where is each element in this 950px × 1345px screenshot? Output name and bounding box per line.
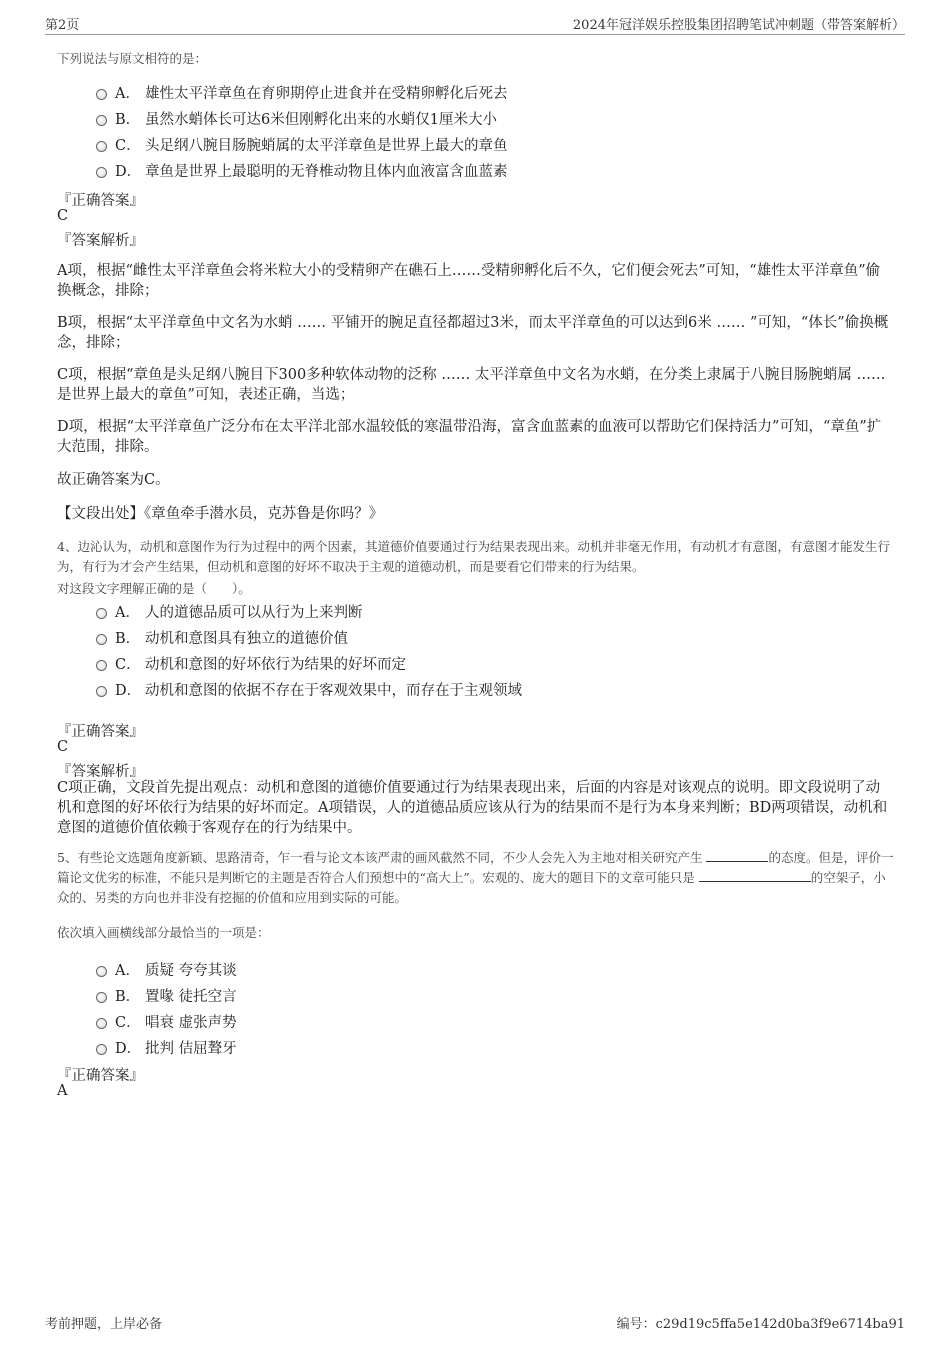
page-footer [45,1313,905,1331]
radio-icon[interactable] [96,634,107,645]
source-label: 【文段出处】 [57,506,144,522]
q5-option-b[interactable] [96,985,237,1006]
q4-prompt: 对这段文字理解正确的是（ ）。 [57,581,251,596]
source-title: 《章鱼牵手潜水员，克苏鲁是你吗？》 [144,506,384,522]
option-letter: A． [115,605,140,621]
q3-analysis-b: B项，根据“太平洋章鱼中文名为水蛸 …… 平铺开的腕足直径都超过3米，而太平洋章鱼的可以达到6米 …… ”可知，“体长”偷换概念，排除； [57,315,889,351]
document-code [617,1313,905,1332]
option-letter: D． [115,1041,142,1057]
option-text: 唱衰 虚张声势 [145,1015,237,1031]
option-text: 虽然水蛸体长可达6米但刚孵化出来的水蛸仅1厘米大小 [145,112,497,128]
option-letter: C． [115,138,141,154]
q5-answer-label: 『正确答案』 [57,1068,144,1084]
radio-icon[interactable] [96,167,107,178]
q3-analysis-a: A项，根据“雌性太平洋章鱼会将米粒大小的受精卵产在礁石上……受精卵孵化后不久，它们便会死去”可知，“雄性太平洋章鱼”偷换概念，排除； [57,263,881,299]
option-text: 置喙 徒托空言 [145,989,237,1005]
q5-option-c[interactable] [96,1011,237,1032]
option-text: 批判 佶屈聱牙 [145,1041,237,1057]
option-text: 质疑 夸夸其谈 [145,963,237,979]
radio-icon[interactable] [96,660,107,671]
q5-stem-part1: 5、有些论文选题角度新颖、思路清奇，乍一看与论文本该严肃的画风截然不同，不少人会先入为主地对相关研究产生 [57,850,703,865]
radio-icon[interactable] [96,992,107,1003]
q4-answer: C [57,739,69,755]
q3-option-b[interactable] [96,108,497,129]
option-letter: C． [115,1015,141,1031]
q3-option-a[interactable] [96,82,508,103]
radio-icon[interactable] [96,686,107,697]
q3-analysis-label: 『答案解析』 [57,233,144,249]
q4-option-b[interactable] [96,627,348,648]
code-value: c29d19c5ffa5e142d0ba3f9e6714ba91 [655,1317,905,1332]
q5-stem-part3: 的空架子，小众的、另类的方向也并非没有挖掘的价值和应用到实际的可能。 [57,870,886,905]
q3-conclusion: 故正确答案为C。 [57,472,170,488]
option-text: 头足纲八腕目肠腕蛸属的太平洋章鱼是世界上最大的章鱼 [145,138,508,154]
q3-option-c[interactable] [96,134,508,155]
footer-slogan: 考前押题，上岸必备 [45,1317,163,1332]
q3-prompt: 下列说法与原文相符的是： [57,51,208,66]
q5-stem [57,848,897,908]
page-number: 第2页 [45,18,80,33]
option-text: 人的道德品质可以从行为上来判断 [145,605,363,621]
option-text: 动机和意图的依据不存在于客观效果中，而存在于主观领域 [145,683,522,699]
q4-option-a[interactable] [96,601,363,622]
q4-option-c[interactable] [96,653,406,674]
radio-icon[interactable] [96,141,107,152]
option-letter: B． [115,989,141,1005]
q5-prompt: 依次填入画横线部分最恰当的一项是： [57,925,270,940]
q5-blank-2 [699,869,811,882]
option-letter: A． [115,963,140,979]
q5-option-a[interactable] [96,959,237,980]
q4-stem: 4、边沁认为，动机和意图作为行为过程中的两个因素，其道德价值要通过行为结果表现出来。动机并非毫无作用，有动机才有意图，有意图才能发生行为，有行为才会产生结果，但动机和意图的好坏不取决于主观的道德动机，而是要看它们带来的行为结果。 [57,539,890,574]
q3-answer: C [57,208,69,224]
radio-icon[interactable] [96,115,107,126]
q5-stem-part2: 的态度。但是，评价一篇论文优劣的标准，不能只是判断它的主题是否符合人们预想中的“高大上”。宏观的、庞大的题目下的文章可能只是 [57,850,894,885]
q4-analysis-label: 『答案解析』 [57,764,144,780]
q4-analysis: C项正确，文段首先提出观点：动机和意图的道德价值要通过行为结果表现出来，后面的内容是对该观点的说明。即文段说明了动机和意图的好坏依行为结果的好坏而定。A项错误，人的道德品质应该从行为的结果而不是行为本身来判断；BD两项错误，动机和意图的道德价值依赖于客观存在的行为结果中。 [57,780,888,836]
q4-answer-label: 『正确答案』 [57,724,144,740]
option-letter: D． [115,164,142,180]
code-label: 编号： [616,1317,656,1332]
option-text: 雄性太平洋章鱼在育卵期停止进食并在受精卵孵化后死去 [145,86,508,102]
q3-answer-label: 『正确答案』 [57,193,144,209]
q5-option-d[interactable] [96,1037,237,1058]
radio-icon[interactable] [96,966,107,977]
option-text: 动机和意图的好坏依行为结果的好坏而定 [145,657,406,673]
q5-answer: A [57,1083,68,1099]
option-letter: B． [115,112,141,128]
option-letter: D． [115,683,142,699]
document-title: 2024年冠洋娱乐控股集团招聘笔试冲刺题（带答案解析） [572,18,905,33]
option-text: 章鱼是世界上最聪明的无脊椎动物且体内血液富含血蓝素 [145,164,508,180]
option-letter: A． [115,86,140,102]
page-header [45,14,905,35]
option-letter: B． [115,631,141,647]
q4-option-d[interactable] [96,679,522,700]
radio-icon[interactable] [96,608,107,619]
option-text: 动机和意图具有独立的道德价值 [145,631,348,647]
radio-icon[interactable] [96,89,107,100]
option-letter: C． [115,657,141,673]
radio-icon[interactable] [96,1044,107,1055]
q5-blank-1 [706,849,768,862]
q3-option-d[interactable] [96,160,508,181]
q3-source [57,502,383,523]
radio-icon[interactable] [96,1018,107,1029]
q3-analysis-d: D项，根据“太平洋章鱼广泛分布在太平洋北部水温较低的寒温带沿海，富含血蓝素的血液可以帮助它们保持活力”可知，“章鱼”扩大范围，排除。 [57,419,882,455]
q3-analysis-c: C项，根据“章鱼是头足纲八腕目下300多种软体动物的泛称 …… 太平洋章鱼中文名为水蛸，在分类上隶属于八腕目肠腕蛸属 …… 是世界上最大的章鱼”可知，表述正确，当选； [57,367,886,403]
